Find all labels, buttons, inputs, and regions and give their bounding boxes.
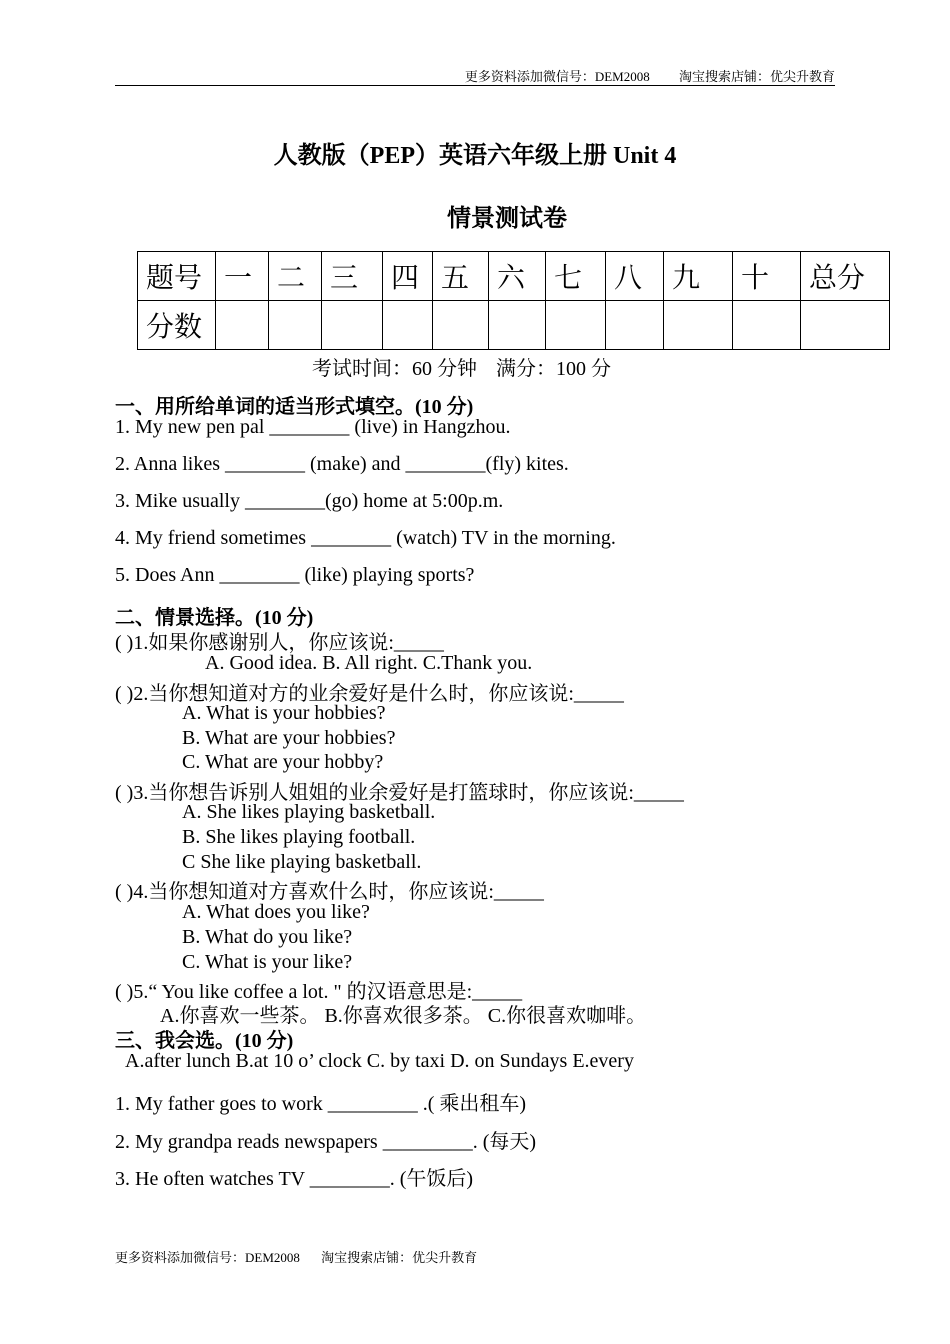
question-stem: ( )1.如果你感谢别人，你应该说:_____: [115, 632, 444, 654]
list-item: 3. He often watches TV ________. (午饭后): [115, 1168, 474, 1190]
document-title: 人教版（PEP）英语六年级上册 Unit 4: [273, 143, 677, 169]
question-option: A. She likes playing basketball.: [182, 801, 436, 823]
table-cell: 三: [322, 252, 383, 301]
page-header: [465, 66, 835, 85]
score-cell: [606, 301, 664, 350]
table-cell: 二: [269, 252, 322, 301]
question-option: B. She likes playing football.: [182, 826, 416, 848]
question-option: B. What are your hobbies?: [182, 727, 396, 749]
question-option: C. What is your like?: [182, 951, 353, 973]
score-table-score-row: [138, 301, 890, 350]
table-cell: 九: [664, 252, 733, 301]
question-stem: ( )3.当你想告诉别人姐姐的业余爱好是打篮球时，你应该说:_____: [115, 782, 684, 804]
question-option: A. What is your hobbies?: [182, 702, 386, 724]
question-stem: ( )2.当你想知道对方的业余爱好是什么时，你应该说:_____: [115, 683, 624, 705]
section3-heading: 三、我会选。(10 分): [115, 1030, 294, 1052]
question-stem: ( )5.“ You like coffee a lot. " 的汉语意思是:_____: [115, 981, 523, 1003]
choice-bank: A.after lunch B.at 10 o’ clock C. by taxi D. on Sundays E.every: [125, 1050, 634, 1072]
section1-heading: 一、用所给单词的适当形式填空。(10 分): [115, 396, 474, 418]
question-option: C. What are your hobby?: [182, 751, 384, 773]
table-cell: 分数: [138, 301, 216, 350]
question-option: A. What does you like?: [182, 901, 370, 923]
list-item: 1. My new pen pal ________ (live) in Hangzhou.: [115, 416, 511, 438]
exam-full-score: 满分：100 分: [496, 358, 611, 380]
score-cell: [322, 301, 383, 350]
list-item: 5. Does Ann ________ (like) playing sports?: [115, 564, 475, 586]
question-option: B. What do you like?: [182, 926, 353, 948]
table-cell: 十: [733, 252, 801, 301]
footer-shop: 淘宝搜索店铺：优尖升教育: [321, 1250, 478, 1265]
table-cell: 七: [546, 252, 606, 301]
list-item: 2. Anna likes ________ (make) and ________(fly) kites.: [115, 453, 569, 475]
header-shop: 淘宝搜索店铺：优尖升教育: [678, 69, 835, 84]
score-cell: [733, 301, 801, 350]
score-cell: [664, 301, 733, 350]
question-stem: ( )4.当你想知道对方喜欢什么时，你应该说:_____: [115, 881, 544, 903]
table-cell: 总分: [801, 252, 890, 301]
table-cell: 六: [489, 252, 546, 301]
page-footer: [115, 1247, 477, 1266]
header-wechat: 更多资料添加微信号：DEM2008: [464, 69, 650, 84]
question-options: A.你喜欢一些茶。 B.你喜欢很多茶。 C.你很喜欢咖啡。: [160, 1005, 647, 1027]
list-item: 3. Mike usually ________(go) home at 5:00p.m.: [115, 490, 504, 512]
question-option: C She like playing basketball.: [182, 851, 422, 873]
table-cell: 八: [606, 252, 664, 301]
footer-wechat: 更多资料添加微信号：DEM2008: [115, 1250, 300, 1265]
list-item: 2. My grandpa reads newspapers _________. (每天): [115, 1131, 537, 1153]
table-cell: 五: [433, 252, 489, 301]
exam-time: 考试时间：60 分钟: [312, 358, 477, 380]
score-table-header-row: [138, 252, 890, 301]
section2-heading: 二、情景选择。(10 分): [115, 607, 314, 629]
list-item: 4. My friend sometimes ________ (watch) TV in the morning.: [115, 527, 616, 549]
score-cell: [269, 301, 322, 350]
score-cell: [801, 301, 890, 350]
question-options: A. Good idea. B. All right. C.Thank you.: [205, 652, 533, 674]
document-subtitle: 情景测试卷: [447, 206, 567, 232]
score-cell: [383, 301, 433, 350]
table-cell: 一: [216, 252, 269, 301]
score-cell: [216, 301, 269, 350]
score-table: [137, 251, 890, 350]
table-cell: 题号: [138, 252, 216, 301]
list-item: 1. My father goes to work _________ .( 乘出租车): [115, 1093, 527, 1115]
table-cell: 四: [383, 252, 433, 301]
score-cell: [433, 301, 489, 350]
exam-info: [312, 352, 611, 381]
score-cell: [546, 301, 606, 350]
score-cell: [489, 301, 546, 350]
header-divider: [115, 85, 835, 86]
